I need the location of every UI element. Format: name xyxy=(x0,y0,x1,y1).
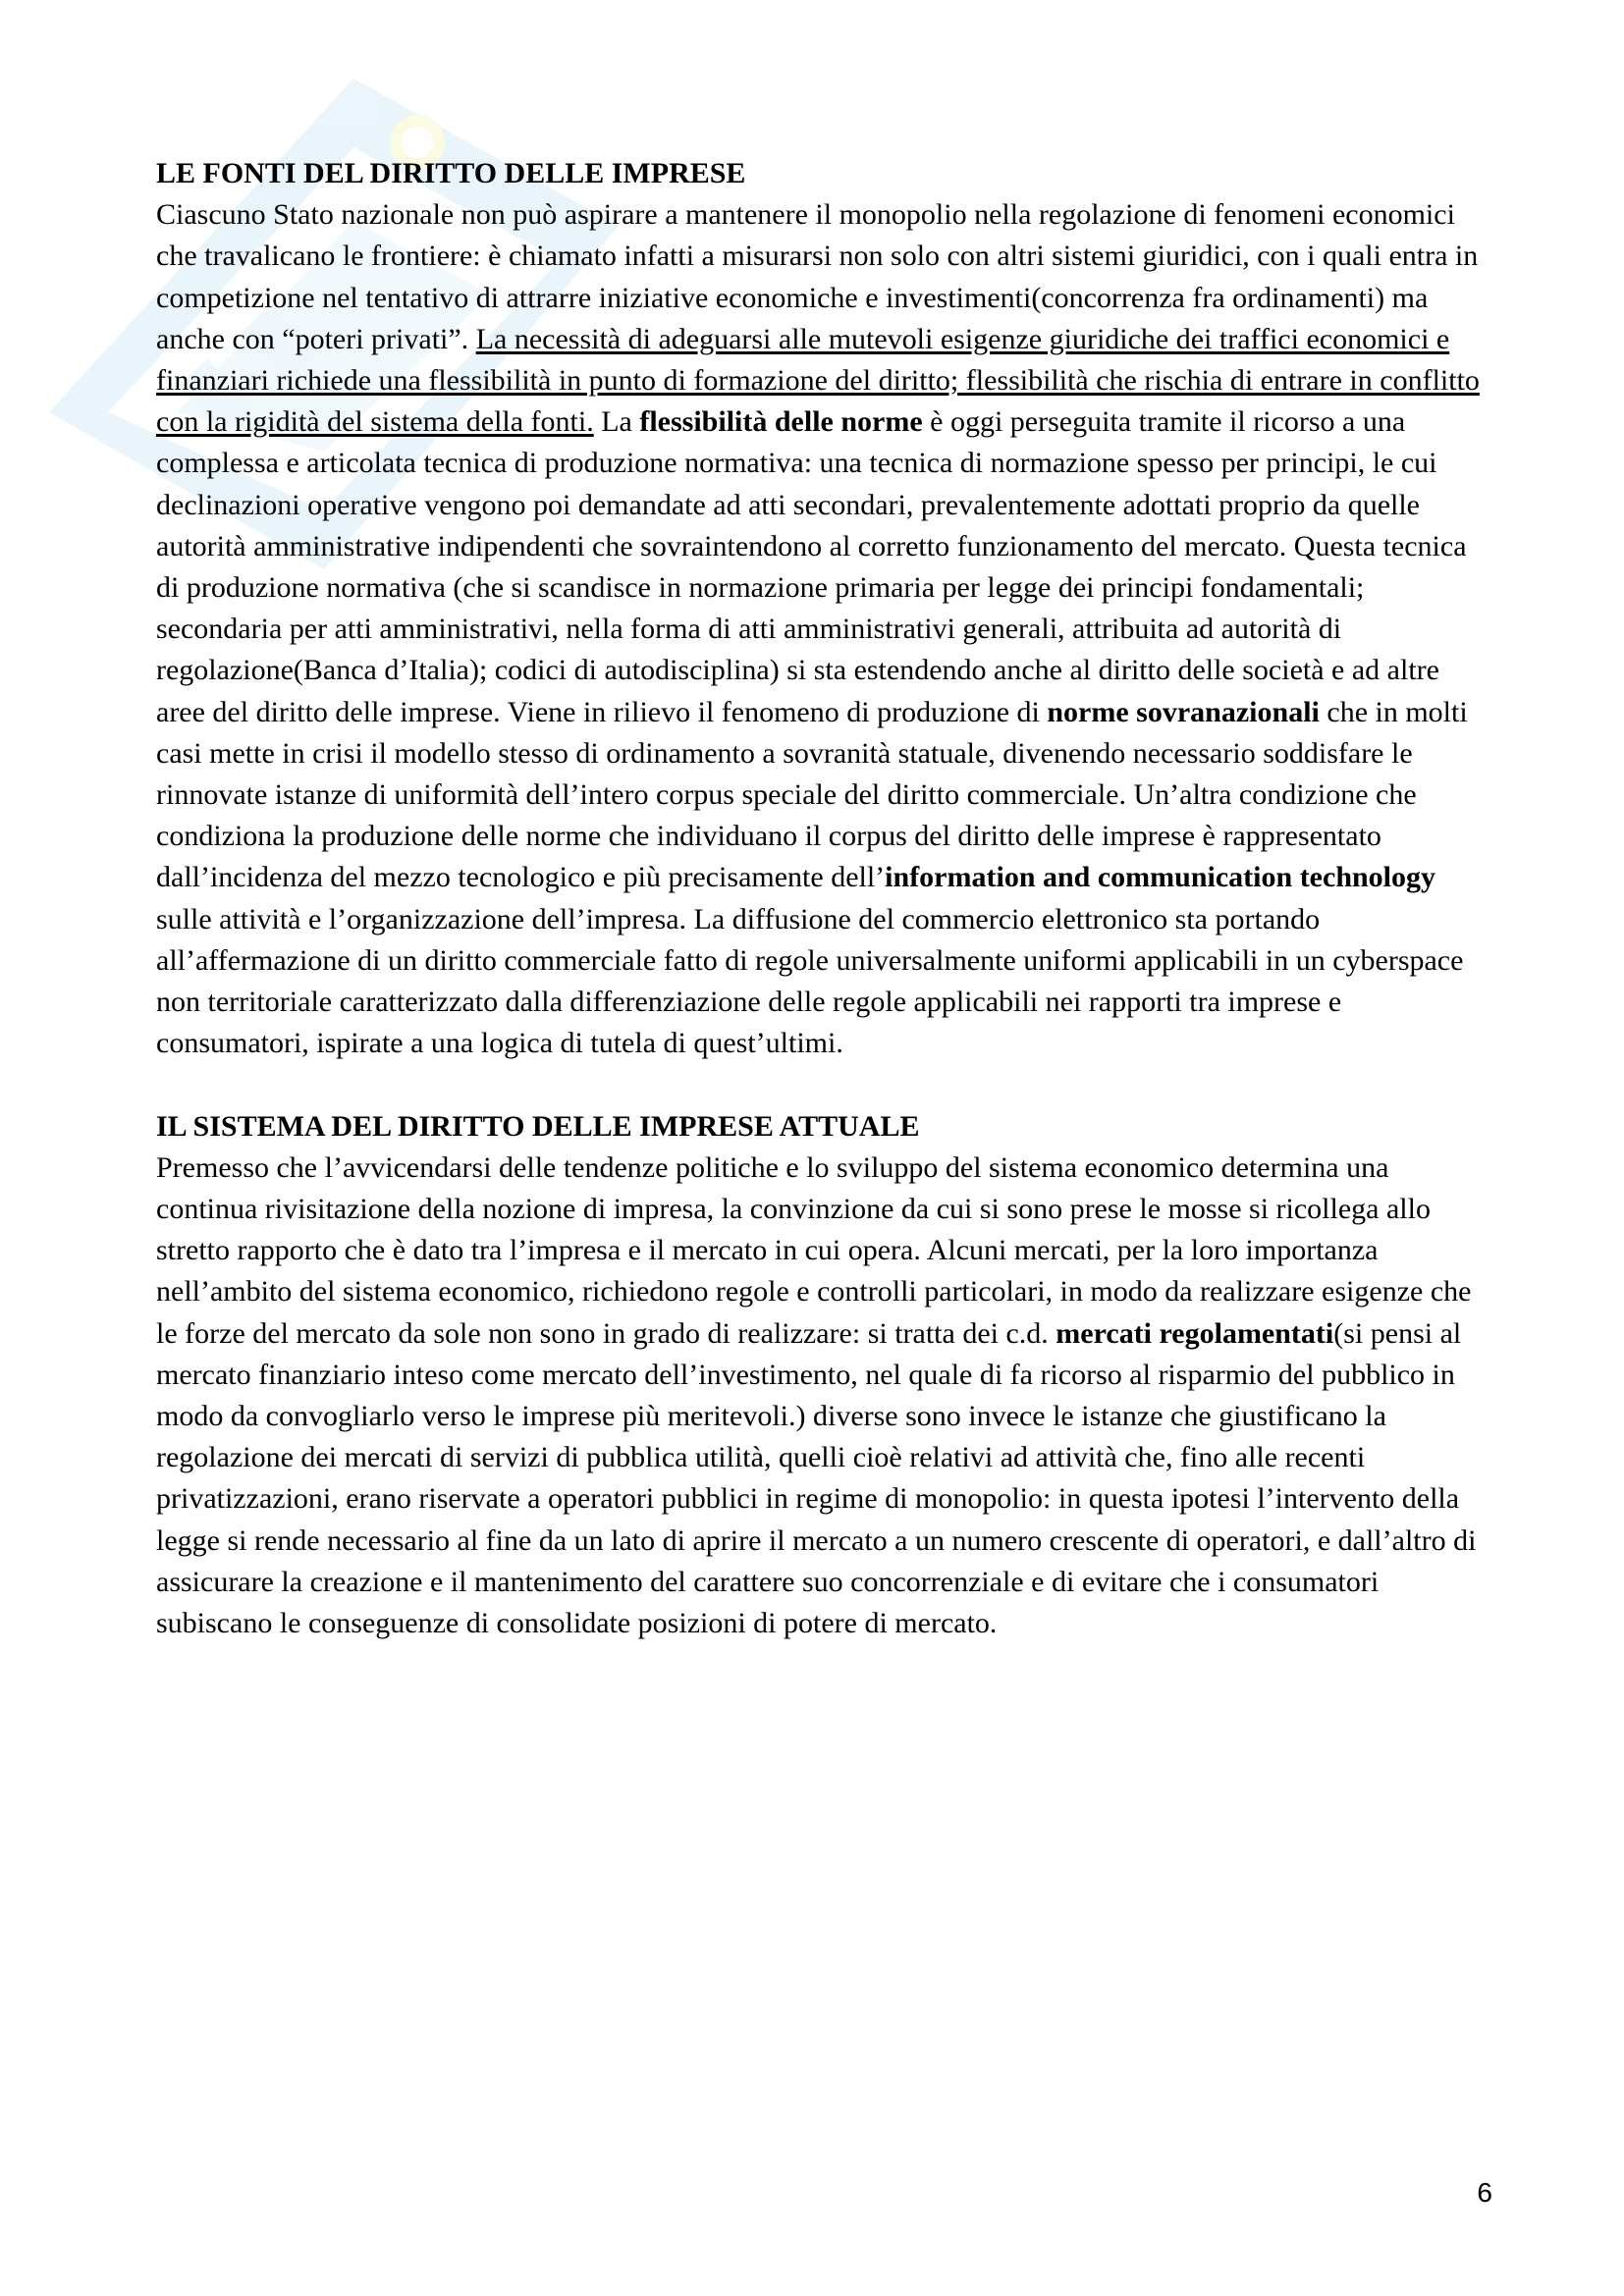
paragraph-sistema xyxy=(156,1148,1491,1644)
paragraph-text: che in molti casi mette in crisi il modello stesso di ordinamento a sovranità statuale, divenendo necessario soddisfare le rinnovate istanze di uniformità dell’intero corpus speciale del diritto commerciale. Un’altra condizione che condiziona la produzione delle norme che individuano il corpus del diritto delle imprese è rappresentato dall’incidenza del mezzo tecnologico e più precisamente dell’ xyxy=(156,695,1468,894)
bold-term: norme sovranazionali xyxy=(1047,695,1320,728)
document-body xyxy=(156,153,1491,1644)
paragraph-text: (si pensi al mercato finanziario inteso come mercato dell’investimento, nel quale di fa ricorso al risparmio del pubblico in modo da convogliarlo verso le imprese più meritevoli.) diverse sono invece le istanze che giustificano la regolazione dei mercati di servizi di pubblica utilità, quelli cioè relativi ad attività che, fino alle recenti privatizzazioni, erano riservate a operatori pubblici in regime di monopolio: in questa ipotesi l’intervento della legge si rende necessario al fine da un lato di aprire il mercato a un numero crescente di operatori, e dall’altro di assicurare la creazione e il mantenimento del carattere suo concorrenziale e di evitare che i consumatori subiscano le conseguenze di consolidate posizioni di potere di mercato. xyxy=(156,1316,1477,1640)
page-number: 6 xyxy=(1477,2177,1492,2208)
section-heading-fonti: LE FONTI DEL DIRITTO DELLE IMPRESE xyxy=(156,157,746,189)
section-heading-sistema: IL SISTEMA DEL DIRITTO DELLE IMPRESE ATTUALE xyxy=(156,1109,920,1143)
paragraph-spacer xyxy=(156,1064,1491,1105)
paragraph-fonti xyxy=(156,194,1491,1064)
bold-term: information and communication technology xyxy=(885,861,1436,894)
paragraph-text: Ciascuno Stato nazionale non può aspirare a mantenere il monopolio nella regolazione di fenomeni economici che travalicano le frontiere: è chiamato infatti a misurarsi non solo con altri sistemi giuridici, con i quali entra in competizione nel tentativo di attrarre iniziative economiche e investimenti(concorrenza fra ordinamenti) ma anche con “poteri privati”. xyxy=(156,198,1479,355)
paragraph-text: sulle attività e l’organizzazione dell’impresa. La diffusione del commercio elettronico sta portando all’affermazione di un diritto commerciale fatto di regole universalmente uniformi applicabili in un cyberspace non territoriale caratterizzato dalla differenziazione delle regole applicabili nei rapporti tra imprese e consumatori, ispirate a una logica di tutela di quest’ultimi. xyxy=(156,902,1464,1060)
bold-term: mercati regolamentati xyxy=(1056,1316,1334,1350)
paragraph-text: è oggi perseguita tramite il ricorso a una complessa e articolata tecnica di produzione normativa: una tecnica di normazione spesso per principi, le cui declinazioni operative vengono poi demandate ad atti secondari, prevalentemente adottati proprio da quelle autorità amministrative indipendenti che sovraintendono al corretto funzionamento del mercato. Questa tecnica di produzione normativa (che si scandisce in normazione primaria per legge dei principi fondamentali; secondaria per atti amministrativi, nella forma di atti amministrativi generali, attribuita ad autorità di regolazione(Banca d’Italia); codici di autodisciplina) si sta estendendo anche al diritto delle società e ad altre aree del diritto delle imprese. Viene in rilievo il fenomeno di produzione di xyxy=(156,405,1467,728)
paragraph-text: Premesso che l’avvicendarsi delle tendenze politiche e lo sviluppo del sistema economico determina una continua rivisitazione della nozione di impresa, la convinzione da cui si sono prese le mosse si ricollega allo stretto rapporto che è dato tra l’impresa e il mercato in cui opera. Alcuni mercati, per la loro importanza nell’ambito del sistema economico, richiedono regole e controlli particolari, in modo da realizzare esigenze che le forze del mercato da sole non sono in grado di realizzare: si tratta dei c.d. xyxy=(156,1150,1472,1350)
paragraph-text: La xyxy=(593,405,640,439)
bold-term: flessibilità delle norme xyxy=(639,405,923,439)
underlined-text: La necessità di adeguarsi alle mutevoli esigenze giuridiche dei traffici economici e finanziari richiede una flessibilità in punto di formazione del diritto; flessibilità che rischia di entrare in conflitto con la rigidità del sistema della fonti. xyxy=(156,322,1480,439)
